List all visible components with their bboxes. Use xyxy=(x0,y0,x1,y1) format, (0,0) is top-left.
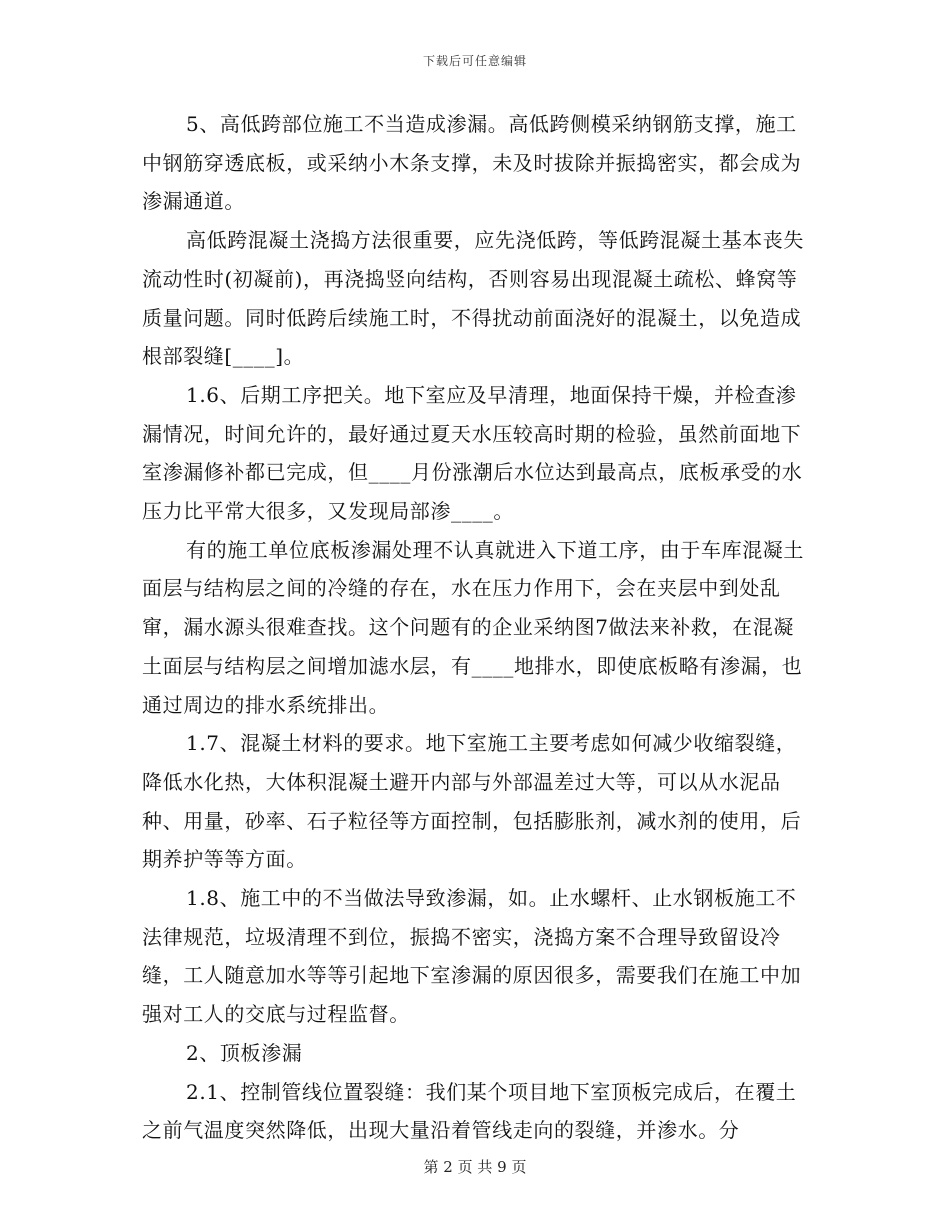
document-body xyxy=(142,105,814,1150)
paragraph-text: 2.1、控制管线位置裂缝：我们某个项目地下室顶板完成后，在覆土之前气温度突然降低，出现大量沿着管线走向的裂缝，并渗水。分 xyxy=(142,1079,797,1143)
heading-text: 2、顶板渗漏 xyxy=(186,1040,303,1065)
paragraph-text: 1.6、后期工序把关。地下室应及早清理，地面保持干燥，并检查渗漏情况，时间允许的，最好通过夏天水压较高时期的检验，虽然前面地下室渗漏修补都已完成，但____月份涨潮后水位达到最高点，底板承受的水压力比平常大很多，又发现局部渗____。 xyxy=(142,382,803,524)
paragraph-1-7-concrete-materials xyxy=(142,724,814,879)
paragraph-2-1-pipeline-cracks xyxy=(142,1073,814,1150)
paragraph-text: 5、高低跨部位施工不当造成渗漏。高低跨侧模采纳钢筋支撑，施工中钢筋穿透底板，或采纳小木条支撑，未及时拔除并振捣密实，都会成为渗漏通道。 xyxy=(142,112,802,214)
page-number: 第 2 页 共 9 页 xyxy=(423,1158,527,1176)
page-header: 下载后可任意编辑 xyxy=(422,54,527,68)
paragraph-text: 高低跨混凝土浇捣方法很重要，应先浇低跨，等低跨混凝土基本丧失流动性时(初凝前)，再浇捣竖向结构，否则容易出现混凝土疏松、蜂窝等质量问题。同时低跨后续施工时，不得扰动前面浇好的混凝土，以免造成根部裂缝[____]。 xyxy=(142,228,804,369)
paragraph-pouring-method xyxy=(142,221,814,376)
paragraph-cold-joint xyxy=(142,531,814,725)
paragraph-5-high-low-span xyxy=(142,105,814,221)
paragraph-1-8-improper-practice xyxy=(142,879,814,1034)
paragraph-text: 有的施工单位底板渗漏处理不认真就进入下道工序，由于车库混凝土面层与结构层之间的冷缝的存在，水在压力作用下，会在夹层中到处乱窜，漏水源头很难查找。这个问题有的企业采纳图7做法来补救，在混凝土面层与结构层之间增加滤水层，有____地排水，即使底板略有渗漏，也通过周边的排水系统排出。 xyxy=(142,537,804,717)
paragraph-text: 1.8、施工中的不当做法导致渗漏，如。止水螺杆、止水钢板施工不法律规范，垃圾清理不到位，振捣不密实，浇捣方案不合理导致留设冷缝，工人随意加水等等引起地下室渗漏的原因很多，需要我们在施工中加强对工人的交底与过程监督。 xyxy=(142,886,802,1027)
paragraph-text: 1.7、混凝土材料的要求。地下室施工主要考虑如何减少收缩裂缝，降低水化热，大体积混凝土避开内部与外部温差过大等，可以从水泥品种、用量，砂率、石子粒径等方面控制，包括膨胀剂，减水剂的使用，后期养护等等方面。 xyxy=(142,731,802,872)
section-heading-roof-leakage xyxy=(142,1034,814,1073)
paragraph-1-6-later-process xyxy=(142,376,814,531)
